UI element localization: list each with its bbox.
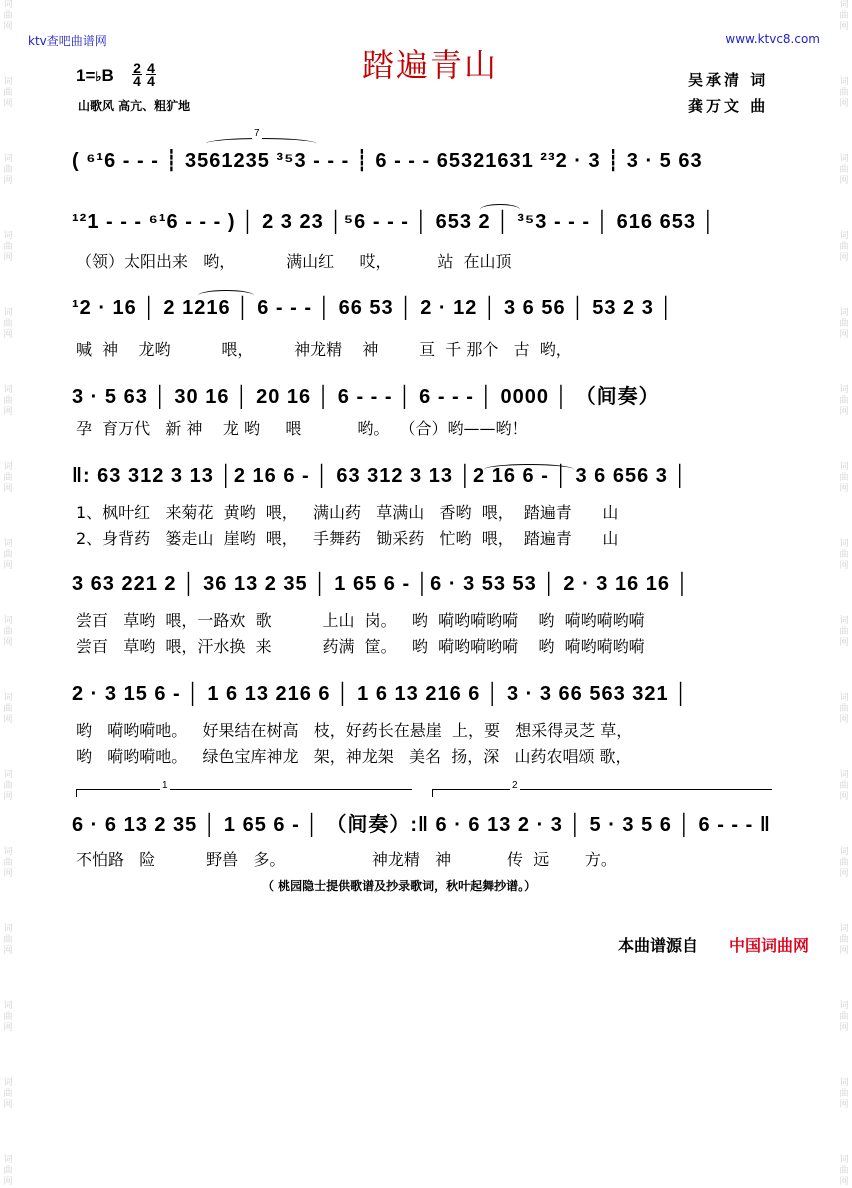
watermark-char: 曲 [3,781,13,791]
watermark-char: 网 [3,1177,13,1187]
watermark-unit [3,77,12,110]
lyricist-credit: 吴承清 词 [688,71,769,89]
watermark-unit [3,847,12,880]
watermark-char: 网 [839,330,849,340]
watermark-char: 词 [3,0,13,10]
time-sig-a [132,62,142,87]
watermark-char: 曲 [839,11,849,21]
watermark-char: 词 [839,154,849,164]
watermark-char: 网 [3,176,13,186]
volta-number-2: 2 [512,780,518,791]
watermark-char: 曲 [3,1012,13,1022]
watermark-char: 词 [839,616,849,626]
watermark-char: 词 [3,154,13,164]
watermark-unit [3,308,12,341]
volta-bracket-2 [432,789,772,790]
watermark-unit [839,154,848,187]
watermark-char: 词 [839,924,849,934]
watermark-char: 网 [3,561,13,571]
watermark-char: 曲 [839,473,849,483]
watermark-unit [839,231,848,264]
time-sig-a-top: 2 [133,60,141,76]
score-row-7-notes: 2 · 3 15 6 - │ 1 6 13 216 6 │ 1 6 13 216 6 │ 3 · 3 66 563 321 │ [72,683,689,705]
score-row-6-lyric-verse-2: 尝百 草哟 喂，汗水换 来 药满 筐。 哟 嗬哟嗬哟嗬 哟 嗬哟嗬哟嗬 [76,637,645,656]
watermark-char: 网 [3,946,13,956]
watermark-unit [3,154,12,187]
watermark-unit [839,693,848,726]
watermark-unit [839,308,848,341]
watermark-char: 词 [3,77,13,87]
watermark-unit [3,462,12,495]
watermark-char: 网 [3,253,13,263]
watermark-char: 曲 [3,550,13,560]
time-signature [132,62,156,87]
score-row-4-notes: 3 · 5 63 │ 30 16 │ 20 16 │ 6 - - - │ 6 - - - │ 0000 │ （间奏） [72,386,660,408]
watermark-char: 词 [839,847,849,857]
score-row-5-lyric-verse-2: 2、身背药 篓走山 崖哟 喂， 手舞药 锄采药 忙哟 喂， 踏遍青 山 [76,529,619,548]
watermark-char: 网 [839,1023,849,1033]
slur-mark [198,290,254,301]
score-row-2-notes: ¹²1 - - - ⁶¹6 - - - ) │ 2 3 23 │⁵6 - - - │ 653 2 │ ³⁵3 - - - │ 616 653 │ [72,211,717,233]
watermark-char: 词 [3,385,13,395]
watermark-char: 词 [3,539,13,549]
watermark-unit [3,1155,12,1188]
watermark-char: 网 [839,561,849,571]
watermark-unit [839,1155,848,1188]
score-row-1-notes: ( ⁶¹6 - - - ┊ 3561235 ³⁵3 - - - ┊ 6 - - - 65321631 ²³2 · 3 ┊ 3 · 5 63 [72,150,703,172]
watermark-unit [3,231,12,264]
watermark-char: 词 [3,924,13,934]
site-name-left[interactable]: ktv查吧曲谱网 [28,34,107,48]
watermark-char: 词 [839,231,849,241]
watermark-char: 词 [3,1155,13,1165]
watermark-char: 曲 [3,473,13,483]
watermark-char: 词 [839,1155,849,1165]
watermark-char: 曲 [3,88,13,98]
watermark-char: 曲 [839,242,849,252]
watermark-char: 词 [3,693,13,703]
score-row-6-lyric-verse-1: 尝百 草哟 喂，一路欢 歌 上山 岗。 哟 嗬哟嗬哟嗬 哟 嗬哟嗬哟嗬 [76,611,645,630]
watermark-char: 曲 [3,165,13,175]
watermark-char: 词 [3,847,13,857]
watermark-char: 词 [3,462,13,472]
watermark-char: 曲 [3,396,13,406]
watermark-char: 网 [839,869,849,879]
score-row-5-lyric-verse-1: 1、枫叶红 来菊花 黄哟 喂， 满山药 草满山 香哟 喂， 踏遍青 山 [76,503,619,522]
watermark-left [1,0,15,1187]
source-label: 本曲谱源自 [618,936,699,955]
watermark-char: 词 [839,1001,849,1011]
watermark-char: 网 [839,22,849,32]
watermark-unit [839,1001,848,1034]
watermark-char: 曲 [839,781,849,791]
composer-credit: 龚万文 曲 [688,97,769,115]
time-sig-b-bottom: 4 [147,73,155,89]
watermark-unit [839,462,848,495]
watermark-unit [839,1078,848,1111]
watermark-char: 曲 [3,704,13,714]
watermark-char: 曲 [839,88,849,98]
watermark-unit [3,924,12,957]
watermark-char: 曲 [839,1089,849,1099]
key-note: B [101,66,114,85]
time-sig-a-bottom: 4 [133,73,141,89]
volta-tick [432,789,433,797]
score-row-3-notes: ¹2 · 16 │ 2 1216 │ 6 - - - │ 66 53 │ 2 · 12 │ 3 6 56 │ 53 2 3 │ [72,297,674,319]
score-row-7-lyric-verse-2: 哟 嗬哟嗬吔。 绿色宝库神龙 架，神龙架 美名 扬，深 山药农唱颂 歌， [76,747,632,766]
watermark-unit [3,770,12,803]
key-prefix: 1= [76,66,96,85]
song-title: 踏遍青山 [362,46,499,84]
watermark-right [837,0,851,1187]
score-row-4-lyric: 孕 育万代 新 神 龙 哟 喂 哟。 （合）哟——哟！ [76,419,528,438]
score-row-6-notes: 3 63 221 2 │ 36 13 2 35 │ 1 65 6 - │6 · 3 53 53 │ 2 · 3 16 16 │ [72,573,691,595]
watermark-char: 网 [3,22,13,32]
watermark-unit [839,77,848,110]
watermark-unit [839,385,848,418]
watermark-char: 曲 [839,704,849,714]
rehearsal-number: 7 [254,128,260,139]
watermark-char: 网 [3,638,13,648]
source-site-link[interactable]: 中国词曲网 [729,936,810,955]
score-row-5-notes: ‖: 63 312 3 13 │2 16 6 - │ 63 312 3 13 │2 16 6 - │ 3 6 656 3 │ [72,465,688,487]
watermark-char: 词 [839,0,849,10]
slur-mark [206,138,316,149]
score-footnote: （ 桃园隐士提供歌谱及抄录歌词，秋叶起舞抄谱。） [262,879,537,893]
watermark-char: 网 [3,1023,13,1033]
watermark-unit [839,924,848,957]
watermark-char: 网 [3,715,13,725]
watermark-char: 词 [3,231,13,241]
watermark-char: 曲 [839,396,849,406]
watermark-char: 词 [839,1078,849,1088]
watermark-char: 网 [3,99,13,109]
watermark-char: 词 [3,1078,13,1088]
watermark-char: 网 [3,407,13,417]
watermark-char: 词 [839,77,849,87]
key-signature [76,66,114,86]
watermark-char: 曲 [3,1089,13,1099]
watermark-char: 曲 [3,319,13,329]
watermark-char: 网 [839,792,849,802]
watermark-char: 词 [3,308,13,318]
watermark-char: 曲 [3,858,13,868]
score-row-8-lyric: 不怕路 险 野兽 多。 神龙精 神 传 远 方。 [76,850,617,869]
watermark-char: 网 [3,869,13,879]
watermark-char: 网 [839,484,849,494]
watermark-char: 词 [839,693,849,703]
watermark-char: 网 [3,792,13,802]
watermark-unit [3,0,12,33]
slur-mark [484,464,574,475]
watermark-char: 曲 [839,627,849,637]
watermark-char: 曲 [839,165,849,175]
watermark-char: 词 [839,385,849,395]
style-note: 山歌风 高亢、粗犷地 [78,99,191,113]
watermark-char: 词 [839,539,849,549]
score-row-3-lyric: 喊 神 龙哟 喂， 神龙精 神 亘 千 那个 古 哟， [76,340,572,359]
watermark-char: 词 [839,308,849,318]
watermark-char: 网 [839,99,849,109]
watermark-unit [839,539,848,572]
volta-tick [76,789,77,797]
watermark-unit [839,0,848,33]
watermark-char: 曲 [839,935,849,945]
watermark-unit [3,1001,12,1034]
watermark-char: 曲 [839,319,849,329]
watermark-char: 网 [839,176,849,186]
watermark-char: 词 [839,462,849,472]
watermark-unit [839,770,848,803]
watermark-char: 词 [3,616,13,626]
watermark-char: 网 [839,1177,849,1187]
watermark-char: 曲 [839,1012,849,1022]
time-sig-b-top: 4 [147,60,155,76]
time-sig-b [146,62,156,87]
watermark-char: 曲 [3,1166,13,1176]
score-row-2-lyric: （领）太阳出来 哟， 满山红 哎， 站 在山顶 [76,252,512,271]
watermark-unit [3,616,12,649]
watermark-char: 网 [839,407,849,417]
watermark-unit [3,539,12,572]
volta-bracket-1 [76,789,412,790]
watermark-char: 网 [3,330,13,340]
watermark-char: 曲 [839,1166,849,1176]
score-row-7-lyric-verse-1: 哟 嗬哟嗬吔。 好果结在树高 枝，好药长在悬崖 上，要 想采得灵芝 草， [76,721,633,740]
watermark-char: 曲 [3,627,13,637]
watermark-char: 网 [3,1100,13,1110]
watermark-char: 网 [839,1100,849,1110]
watermark-char: 曲 [3,242,13,252]
volta-number-1: 1 [162,780,168,791]
watermark-unit [3,1078,12,1111]
watermark-char: 网 [839,715,849,725]
watermark-char: 网 [839,638,849,648]
site-url-right[interactable]: www.ktvc8.com [725,32,820,46]
watermark-char: 网 [839,253,849,263]
key-flat-symbol: ♭ [95,69,102,84]
watermark-char: 词 [3,1001,13,1011]
slur-mark [480,204,520,215]
watermark-char: 词 [839,770,849,780]
watermark-char: 曲 [839,858,849,868]
score-row-8-notes: 6 · 6 13 2 35 │ 1 65 6 - │ （间奏）:‖ 6 · 6 13 2 · 3 │ 5 · 3 5 6 │ 6 - - - ‖ [72,814,771,836]
watermark-char: 网 [839,946,849,956]
watermark-unit [3,693,12,726]
watermark-unit [839,847,848,880]
watermark-char: 曲 [839,550,849,560]
watermark-char: 曲 [3,935,13,945]
watermark-unit [839,616,848,649]
watermark-char: 网 [3,484,13,494]
watermark-char: 曲 [3,11,13,21]
watermark-unit [3,385,12,418]
watermark-char: 词 [3,770,13,780]
